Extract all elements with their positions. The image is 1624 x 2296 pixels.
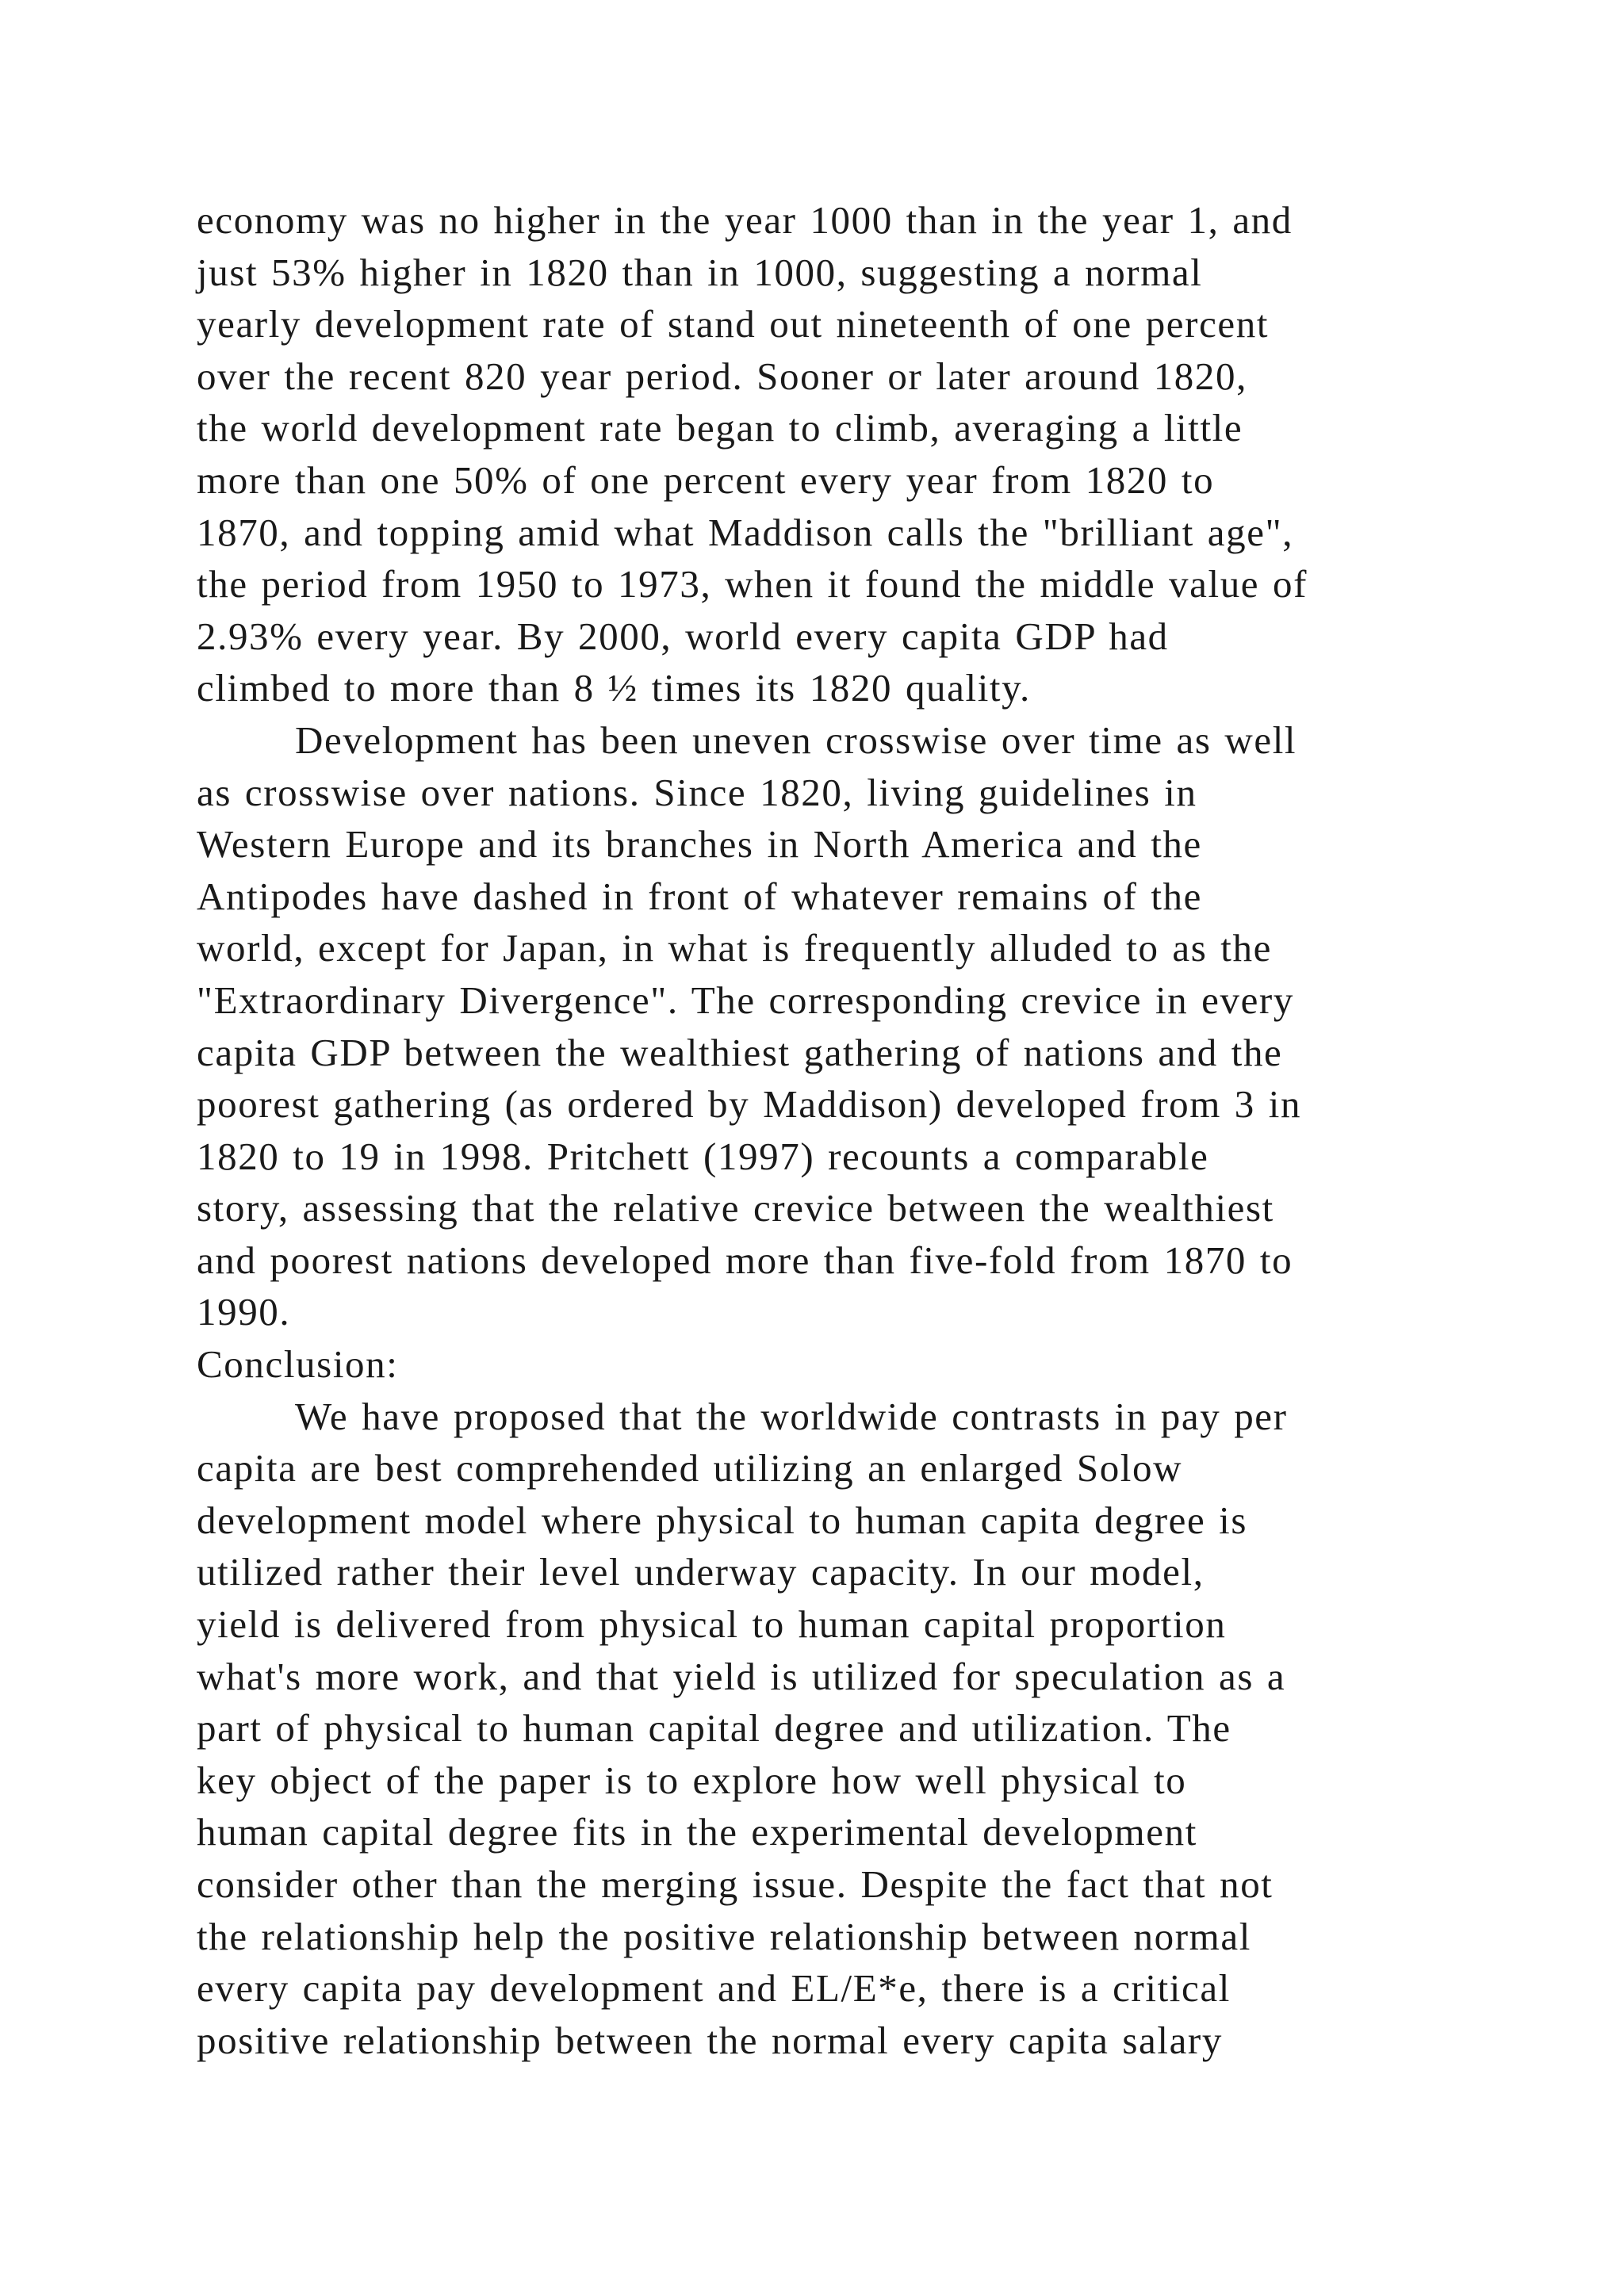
text-line: the period from 1950 to 1973, when it found the middle value of (197, 562, 1308, 607)
text-line: part of physical to human capital degree and utilization. The (197, 1706, 1231, 1751)
text-line: yearly development rate of stand out nineteenth of one percent (197, 302, 1270, 346)
text-line: over the recent 820 year period. Sooner or later around 1820, (197, 354, 1247, 398)
text-line: poorest gathering (as ordered by Maddison) developed from 3 in (197, 1082, 1302, 1127)
text-line: more than one 50% of one percent every year from 1820 to (197, 457, 1215, 502)
text-line: Conclusion: (197, 1342, 399, 1387)
text-line: Development has been uneven crosswise over time as well (295, 718, 1297, 762)
text-line: story, assessing that the relative crevice between the wealthiest (197, 1186, 1274, 1230)
text-line: key object of the paper is to explore how well physical to (197, 1758, 1187, 1802)
text-line: Western Europe and its branches in North America and the (197, 822, 1202, 867)
text-line: 1820 to 19 in 1998. Pritchett (1997) recounts a comparable (197, 1134, 1209, 1178)
text-line: 2.93% every year. By 2000, world every capita GDP had (197, 614, 1169, 658)
text-line: climbed to more than 8 ½ times its 1820 quality. (197, 666, 1031, 710)
text-line: We have proposed that the worldwide contrasts in pay per (295, 1394, 1288, 1438)
text-line: capita GDP between the wealthiest gathering of nations and the (197, 1030, 1283, 1074)
text-line: "Extraordinary Divergence". The corresponding crevice in every (197, 978, 1294, 1022)
text-line: and poorest nations developed more than five-fold from 1870 to (197, 1238, 1293, 1282)
text-line: just 53% higher in 1820 than in 1000, suggesting a normal (197, 250, 1203, 294)
text-line: human capital degree fits in the experimental development (197, 1810, 1197, 1854)
text-line: 1990. (197, 1290, 291, 1334)
text-line: Antipodes have dashed in front of whatever remains of the (197, 874, 1202, 918)
body-text (197, 194, 1529, 2066)
text-line: every capita pay development and EL/E*e, there is a critical (197, 1966, 1231, 2011)
text-line: the relationship help the positive relationship between normal (197, 1914, 1251, 1958)
text-line: what's more work, and that yield is utilized for speculation as a (197, 1654, 1286, 1698)
text-line: 1870, and topping amid what Maddison calls the "brilliant age", (197, 510, 1294, 554)
text-line: as crosswise over nations. Since 1820, living guidelines in (197, 770, 1197, 814)
text-line: yield is delivered from physical to human capital proportion (197, 1602, 1227, 1647)
text-line: utilized rather their level underway capacity. In our model, (197, 1550, 1205, 1594)
text-line: positive relationship between the normal every capita salary (197, 2018, 1223, 2062)
text-line: consider other than the merging issue. Despite the fact that not (197, 1862, 1274, 1906)
text-line: economy was no higher in the year 1000 than in the year 1, and (197, 198, 1293, 242)
text-line: world, except for Japan, in what is frequently alluded to as the (197, 926, 1272, 970)
text-line: the world development rate began to climb, averaging a little (197, 406, 1243, 450)
text-line: development model where physical to human capita degree is (197, 1498, 1248, 1542)
text-line: capita are best comprehended utilizing an enlarged Solow (197, 1446, 1183, 1490)
